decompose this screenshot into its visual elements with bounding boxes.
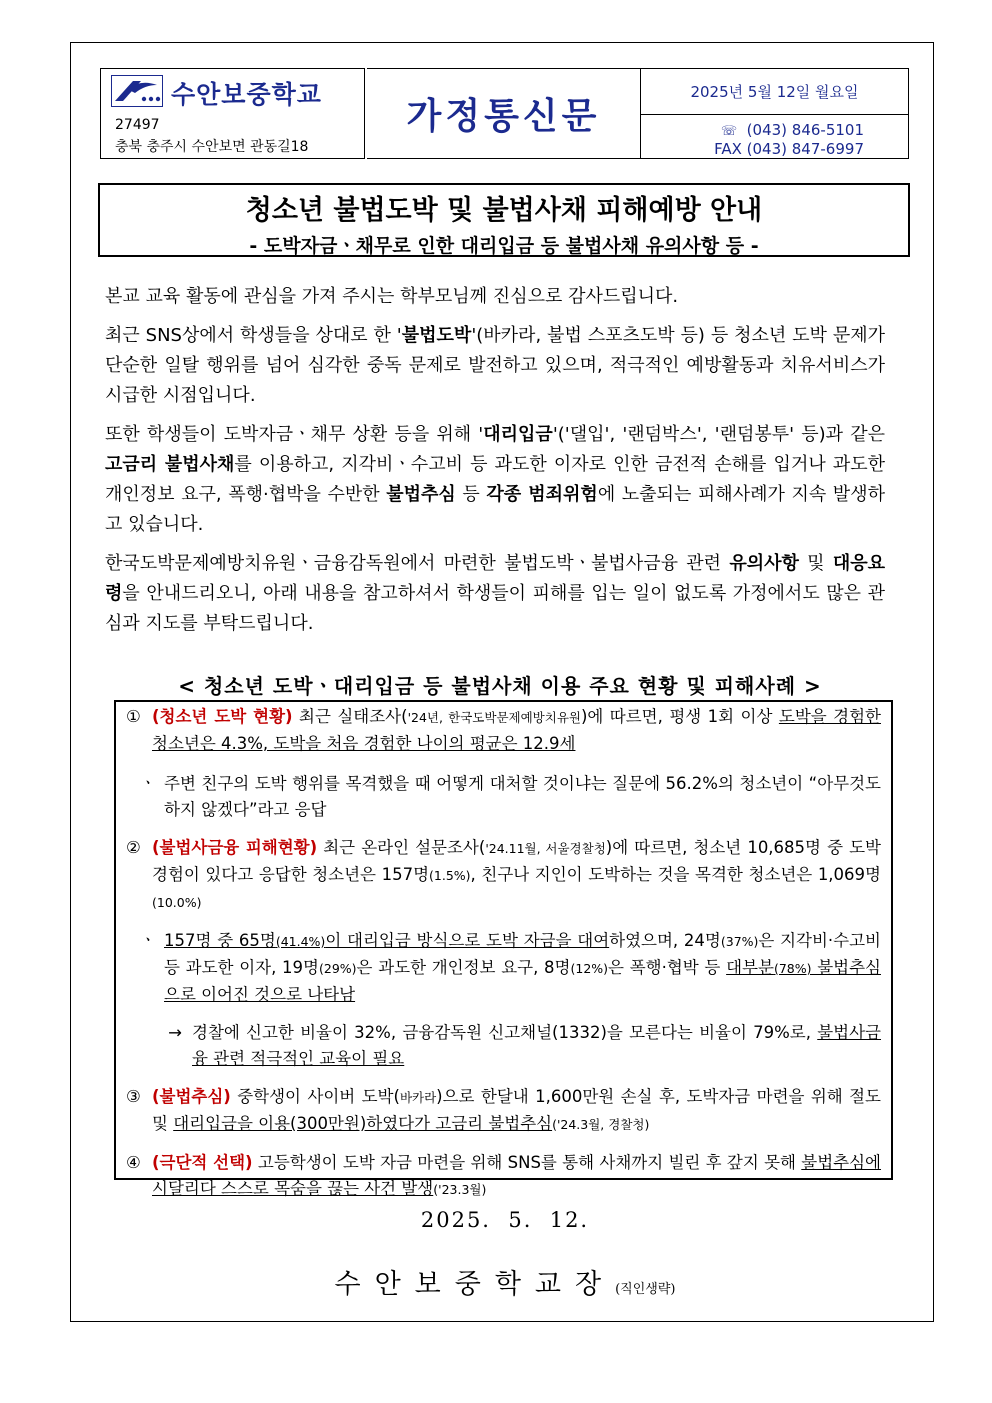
paragraph-loans: 또한 학생들이 도박자금ㆍ채무 상환 등을 위해 '대리입금'('댈입', '랜덤박스', '랜덤봉투' 등)과 같은 고금리 불법사채를 이용하고, 지각비ㆍ수고비 등 과도한 이자로 인한 금전적 손해를 입거나 과도한 개인정보 요구, 폭행·협박을 수반한 불법추심 등 각종 범죄위험에 노출되는 피해사례가 지속 발생하고 있습니다. xyxy=(105,424,885,535)
telephone-line xyxy=(721,121,864,139)
issue-date: 2025년 5월 12일 월요일 xyxy=(641,69,908,115)
case-item: ① (청소년 도박 현황) 최근 실태조사('24년, 한국도박문제예방치유원)에 따르면, 평생 1회 이상 도박을 경험한 청소년은 4.3%, 도박을 처음 경험한 나이의 평균은 12.9세 xyxy=(126,707,881,753)
case-bullet: ㆍ 157명 중 65명(41.4%)이 대리입금 방식으로 도박 자금을 대여하였으며, 24명(37%)은 지각비·수고비 등 과도한 이자, 19명(29%)은 과도한 개인정보 요구, 8명(12%)은 폭행·협박 등 대부분(78%) 불법추심으로 이어진 것으로 나타남 xyxy=(140,931,881,1004)
contact-box xyxy=(641,68,909,159)
fax-number: FAX (043) 847-6997 xyxy=(714,140,864,158)
cases-box xyxy=(114,700,893,1198)
case-item: ③ (불법추심) 중학생이 사이버 도박(바카라)으로 한달내 1,600만원 손실 후, 도박자금 마련을 위해 절도 및 대리입금을 이용(300만원)하였다가 고금리 불법추심('24.3월, 경찰청) xyxy=(126,1087,881,1133)
cases-heading: < 청소년 도박ㆍ대리입금 등 불법사채 이용 주요 현황 및 피해사례 > xyxy=(178,674,822,698)
case-bullet: ㆍ 주변 친구의 도박 행위를 목격했을 때 어떻게 대처할 것이냐는 질문에 56.2%의 청소년이 “아무것도 하지 않겠다”라고 응답 xyxy=(140,774,881,819)
school-address: 충북 충주시 수안보면 관동길18 xyxy=(115,139,309,155)
main-title: 청소년 불법도박 및 불법사채 피해예방 안내 xyxy=(245,195,763,226)
telephone-number: (043) 846-5101 xyxy=(746,121,864,139)
telephone-icon: ☏ xyxy=(720,124,738,139)
principal-signature xyxy=(0,1262,992,1301)
postal-code: 27497 xyxy=(115,117,160,133)
school-header-box xyxy=(100,68,365,159)
title-box xyxy=(98,183,910,257)
sub-title: - 도박자금ㆍ채무로 인한 대리입금 등 불법사채 유의사항 등 - xyxy=(249,235,759,257)
doc-type-title: 가정통신문 xyxy=(406,96,601,137)
seal-note: (직인생략) xyxy=(615,1282,676,1297)
footer-date: 2025. 5. 12. xyxy=(420,1208,590,1232)
paragraph-greeting: 본교 교육 활동에 관심을 가져 주시는 학부모님께 진심으로 감사드립니다. xyxy=(105,286,679,307)
letter-body xyxy=(105,282,885,648)
case-item: ② (불법사금융 피해현황) 최근 온라인 설문조사('24.11월, 서울경찰청)에 따르면, 청소년 10,685명 중 도박경험이 있다고 응답한 청소년은 157명(1.5%), 친구나 지인이 도박하는 것을 목격한 청소년은 1,069명(10.0%) xyxy=(126,838,881,910)
school-logo-icon xyxy=(111,75,163,107)
paragraph-request: 한국도박문제예방치유원ㆍ금융감독원에서 마련한 불법도박ㆍ불법사금융 관련 유의사항 및 대응요령을 안내드리오니, 아래 내용을 참고하셔서 학생들이 피해를 입는 일이 없도록 가정에서도 많은 관심과 지도를 부탁드립니다. xyxy=(105,553,885,634)
case-conclusion: → 경찰에 신고한 비율이 32%, 금융감독원 신고채널(1332)을 모른다는 비율이 79%로, 불법사금융 관련 적극적인 교육이 필요 xyxy=(168,1023,881,1068)
case-item: ④ (극단적 선택) 고등학생이 도박 자금 마련을 위해 SNS를 통해 사채까지 빌린 후 갚지 못해 불법추심에 시달리다 스스로 목숨을 끊는 사건 발생('23.3월) xyxy=(126,1153,881,1198)
paragraph-gambling: 최근 SNS상에서 학생들을 상대로 한 '불법도박'(바카라, 불법 스포츠도박 등) 등 청소년 도박 문제가 단순한 일탈 행위를 넘어 심각한 중독 문제로 발전하고 있으며, 적극적인 예방활동과 치유서비스가 시급한 시점입니다. xyxy=(105,325,885,406)
school-name: 수안보중학교 xyxy=(171,80,322,109)
doc-type-box xyxy=(367,68,641,159)
principal-title: 수안보중학교장 xyxy=(334,1269,616,1300)
